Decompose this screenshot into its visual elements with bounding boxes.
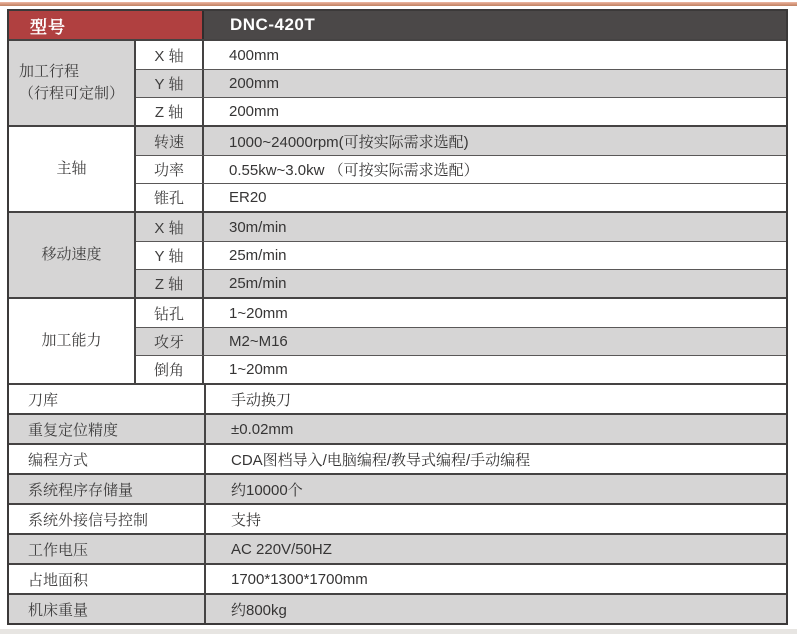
subrow-name-cell: Z 轴 <box>136 98 204 125</box>
group-label-text <box>41 330 101 352</box>
row-value-cell: 约800kg <box>231 601 287 619</box>
row-label-cell: 刀库 <box>9 385 206 413</box>
model-header-value: DNC-420T <box>204 11 786 39</box>
group-label-cell <box>9 127 136 211</box>
subrow-value-cell: 0.55kw~3.0kw （可按实际需求选配） <box>229 162 479 179</box>
subrow-value-cell: 200mm <box>229 75 280 92</box>
group-label-line: 加工能力 <box>41 332 102 350</box>
subrow-value-cell: 200mm <box>229 103 280 120</box>
row-label-cell: 重复定位精度 <box>9 415 206 443</box>
group-label-line: 加工行程 <box>18 63 79 81</box>
row-label-cell: 工作电压 <box>9 535 206 563</box>
group-label-cell <box>9 41 136 125</box>
spec-single-row <box>9 473 786 503</box>
row-label-cell: 编程方式 <box>9 445 206 473</box>
group-label-line: （行程可定制） <box>18 85 124 102</box>
top-accent-strip <box>0 2 797 6</box>
page-bottom-edge <box>0 629 797 634</box>
row-value-cell: 支持 <box>231 511 262 529</box>
group-label-line: 主轴 <box>56 160 87 178</box>
spec-subrow <box>136 241 786 269</box>
row-value-cell: CDA图档导入/电脑编程/教导式编程/手动编程 <box>231 451 531 469</box>
spec-group <box>9 211 786 297</box>
row-label-cell: 系统程序存储量 <box>9 475 206 503</box>
model-header-label: 型号 <box>9 11 204 39</box>
row-value-cell: AC 220V/50HZ <box>231 540 332 558</box>
spec-single-row <box>9 533 786 563</box>
group-rows <box>136 213 786 297</box>
group-label-text <box>56 158 86 180</box>
spec-subrow <box>136 213 786 241</box>
spec-subrow <box>136 299 786 327</box>
group-label-cell <box>9 213 136 297</box>
spec-subrow <box>136 327 786 355</box>
spec-subrow <box>136 69 786 97</box>
group-rows <box>136 299 786 383</box>
spec-subrow <box>136 127 786 155</box>
subrow-value-cell: 25m/min <box>229 247 287 264</box>
spec-subrow <box>136 183 786 211</box>
spec-single-row <box>9 593 786 623</box>
subrow-name-cell: Z 轴 <box>136 270 204 297</box>
subrow-value-cell: 1~20mm <box>229 361 288 378</box>
spec-table-body <box>9 39 786 623</box>
subrow-name-cell: 锥孔 <box>136 184 204 211</box>
spec-single-row <box>9 443 786 473</box>
subrow-value-cell: M2~M16 <box>229 333 288 350</box>
subrow-name-cell: X 轴 <box>136 213 204 241</box>
subrow-value-cell: 30m/min <box>229 218 287 236</box>
row-value-cell: 手动换刀 <box>231 391 292 409</box>
spec-group <box>9 125 786 211</box>
spec-subrow <box>136 269 786 297</box>
subrow-value-cell: ER20 <box>229 189 267 206</box>
row-label-cell: 占地面积 <box>9 565 206 593</box>
group-rows <box>136 127 786 211</box>
subrow-value-cell: 1~20mm <box>229 304 288 322</box>
row-value-cell: ±0.02mm <box>231 420 294 438</box>
spec-group <box>9 297 786 383</box>
spec-single-row <box>9 563 786 593</box>
spec-single-row <box>9 413 786 443</box>
spec-single-row <box>9 503 786 533</box>
subrow-name-cell: 转速 <box>136 127 204 155</box>
group-label-line: 移动速度 <box>41 246 102 264</box>
model-header-row <box>9 11 786 39</box>
subrow-value-cell: 400mm <box>229 46 280 64</box>
row-label-cell: 系统外接信号控制 <box>9 505 206 533</box>
row-value-cell: 1700*1300*1700mm <box>231 570 368 588</box>
group-label-text <box>19 61 124 105</box>
spec-subrow <box>136 41 786 69</box>
subrow-name-cell: 功率 <box>136 156 204 183</box>
spec-single-row <box>9 383 786 413</box>
group-rows <box>136 41 786 125</box>
row-value-cell: 约10000个 <box>231 481 303 499</box>
subrow-value-cell: 1000~24000rpm(可按实际需求选配) <box>229 133 469 151</box>
subrow-name-cell: Y 轴 <box>136 70 204 97</box>
spec-group <box>9 39 786 125</box>
subrow-name-cell: 倒角 <box>136 356 204 383</box>
subrow-name-cell: 攻牙 <box>136 328 204 355</box>
group-label-cell <box>9 299 136 383</box>
subrow-name-cell: 钻孔 <box>136 299 204 327</box>
spec-subrow <box>136 155 786 183</box>
subrow-value-cell: 25m/min <box>229 275 287 292</box>
subrow-name-cell: X 轴 <box>136 41 204 69</box>
spec-subrow <box>136 355 786 383</box>
group-label-text <box>41 244 101 266</box>
spec-subrow <box>136 97 786 125</box>
subrow-name-cell: Y 轴 <box>136 242 204 269</box>
row-label-cell: 机床重量 <box>9 595 206 623</box>
spec-table <box>7 9 788 625</box>
